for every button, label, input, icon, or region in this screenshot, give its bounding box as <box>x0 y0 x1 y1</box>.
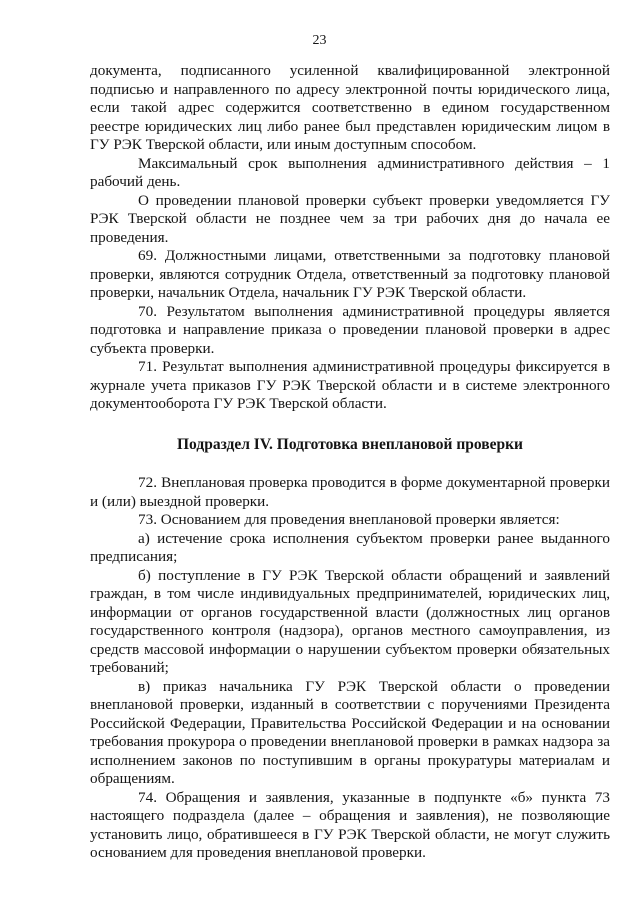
paragraph: а) истечение срока исполнения субъектом проверки ранее выданного предписания; <box>90 529 610 565</box>
paragraph: О проведении плановой проверки субъект проверки уведомляется ГУ РЭК Тверской области не позднее чем за три рабочих дня до начала ее проведения. <box>90 191 610 246</box>
paragraph: 73. Основанием для проведения внеплановой проверки является: <box>138 511 560 528</box>
paragraph: в) приказ начальника ГУ РЭК Тверской области о проведении внеплановой проверки, изданный в соответствии с поручениями Президента Российской Федерации, Правительства Российской Федерации и на основании требования прокурора о проведении внеплановой проверки в рамках надзора за исполнением законов по поступившим в органы прокуратуры материалам и обращениям. <box>90 677 610 787</box>
paragraphs-after-heading <box>90 474 610 863</box>
paragraphs-before-heading <box>90 62 610 414</box>
document-body <box>90 62 610 863</box>
paragraph: 71. Результат выполнения административной процедуры фиксируется в журнале учета приказов ГУ РЭК Тверской области и в системе электронного документооборота ГУ РЭК Тверской области. <box>90 358 610 412</box>
paragraph: 74. Обращения и заявления, указанные в подпункте «б» пункта 73 настоящего подраздела (далее – обращения и заявления), не позволяющие установить лицо, обратившееся в ГУ РЭК Тверской области, не могут служить основанием для проведения внеплановой проверки. <box>90 788 610 861</box>
paragraph: б) поступление в ГУ РЭК Тверской области обращений и заявлений граждан, в том числе индивидуальных предпринимателей, юридических лиц, информации от органов государственной власти (должностных лиц органов государственного контроля (надзора), органов местного самоуправления, из средств массовой информации о нарушении субъектом проверки обязательных требований; <box>90 566 610 676</box>
paragraph: 70. Результатом выполнения административной процедуры является подготовка и направление приказа о проведении плановой проверки в адрес субъекта проверки. <box>90 302 610 357</box>
paragraph: документа, подписанного усиленной квалифицированной электронной подписью и направленного по адресу электронной почты юридического лица, если такой адрес содержится соответственно в едином государственном реестре юридических лиц либо ранее был представлен юридическим лицом в ГУ РЭК Тверской области, или иным доступным способом. <box>90 62 610 153</box>
page-number: 23 <box>312 33 327 48</box>
paragraph: 72. Внеплановая проверка проводится в форме документарной проверки и (или) выездной проверки. <box>90 474 610 510</box>
paragraph: 69. Должностными лицами, ответственными за подготовку плановой проверки, являются сотрудник Отдела, ответственный за подготовку плановой проверки, начальник Отдела, начальник ГУ РЭК Тверской области. <box>90 247 610 301</box>
paragraph: Максимальный срок выполнения административного действия – 1 рабочий день. <box>90 154 610 190</box>
section-heading: Подраздел IV. Подготовка внеплановой проверки <box>177 435 523 453</box>
